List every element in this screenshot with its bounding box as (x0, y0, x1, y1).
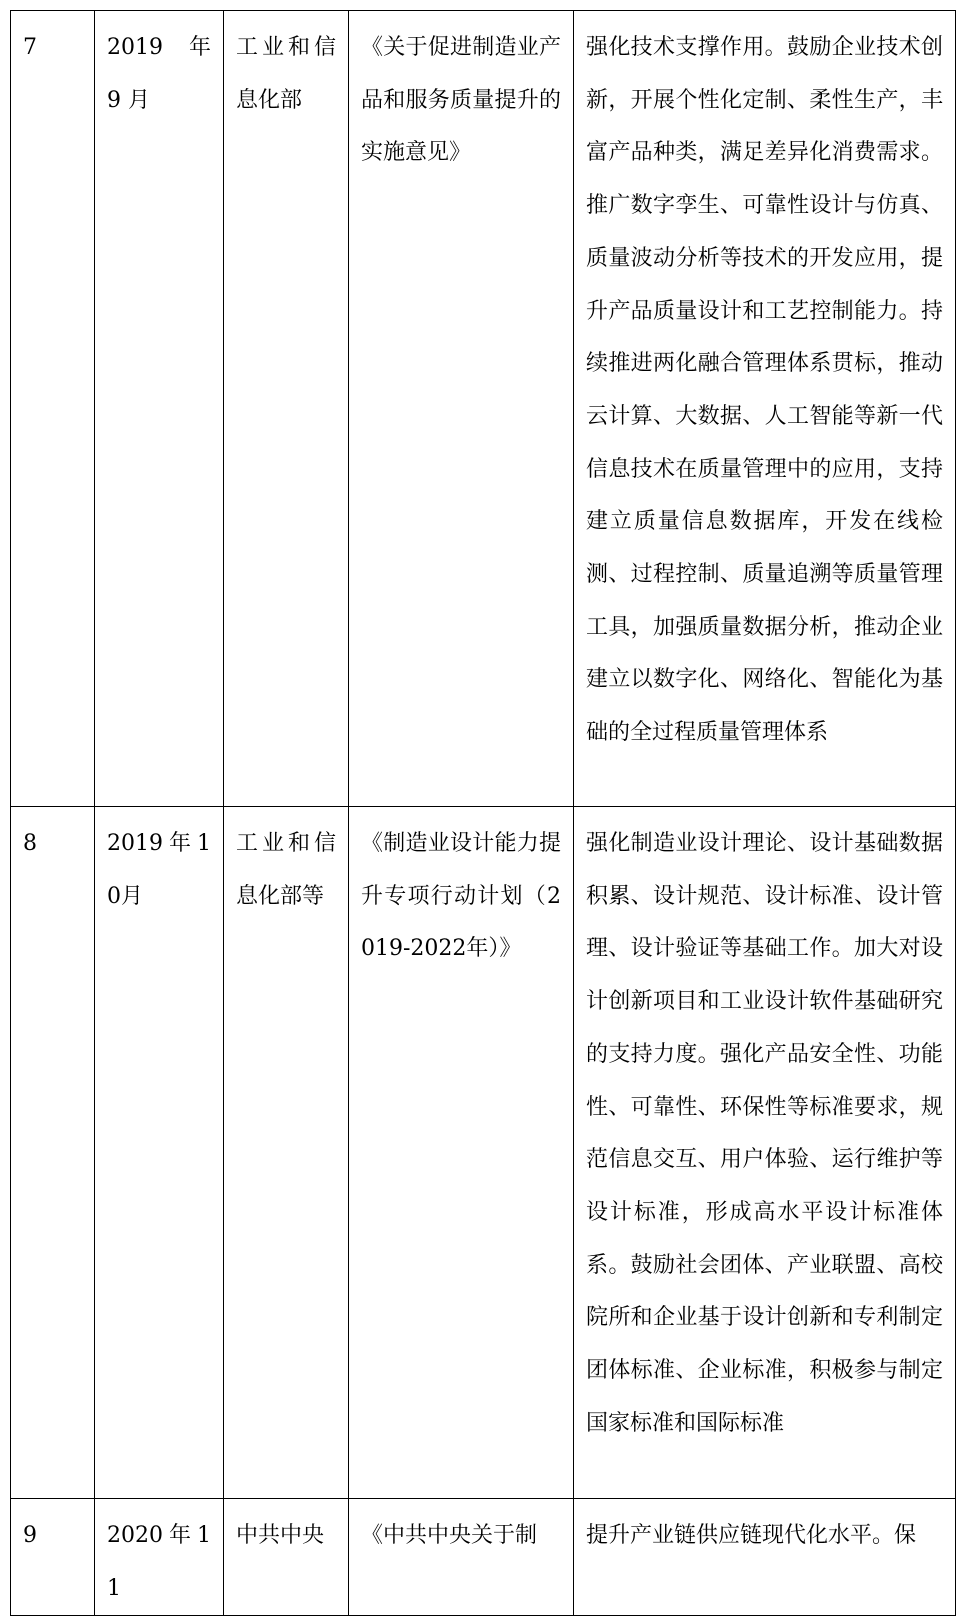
issuing-department: 中共中央 (224, 1499, 349, 1616)
row-number: 9 (11, 1499, 95, 1616)
row-number: 8 (11, 807, 95, 1499)
policy-content: 强化制造业设计理论、设计基础数据积累、设计规范、设计标准、设计管理、设计验证等基础工作。加大对设计创新项目和工业设计软件基础研究的支持力度。强化产品安全性、功能性、可靠性、环保性等标准要求，规范信息交互、用户体验、运行维护等设计标准，形成高水平设计标准体系。鼓励社会团体、产业联盟、高校院所和企业基于设计创新和专利制定团体标准、企业标准，积极参与制定国家标准和国际标准 (574, 807, 956, 1499)
policy-content: 提升产业链供应链现代化水平。保 (574, 1499, 956, 1616)
issuing-department: 工业和信息化部等 (224, 807, 349, 1499)
table-row (11, 1499, 956, 1616)
policy-document: 《关于促进制造业产品和服务质量提升的实施意见》 (349, 11, 574, 807)
policy-document: 《制造业设计能力提升专项行动计划（2019-2022年）》 (349, 807, 574, 1499)
issue-date: 2019 年 9 月 (95, 11, 224, 807)
policy-document: 《中共中央关于制 (349, 1499, 574, 1616)
table-row (11, 807, 956, 1499)
row-number: 7 (11, 11, 95, 807)
issuing-department: 工业和信息化部 (224, 11, 349, 807)
policy-table (10, 10, 956, 1616)
policy-content: 强化技术支撑作用。鼓励企业技术创新，开展个性化定制、柔性生产，丰富产品种类，满足差异化消费需求。推广数字孪生、可靠性设计与仿真、质量波动分析等技术的开发应用，提升产品质量设计和工艺控制能力。持续推进两化融合管理体系贯标，推动云计算、大数据、人工智能等新一代信息技术在质量管理中的应用，支持建立质量信息数据库，开发在线检测、过程控制、质量追溯等质量管理工具，加强质量数据分析，推动企业建立以数字化、网络化、智能化为基础的全过程质量管理体系 (574, 11, 956, 807)
issue-date: 2019年10月 (95, 807, 224, 1499)
issue-date: 2020年11 (95, 1499, 224, 1616)
table-row (11, 11, 956, 807)
